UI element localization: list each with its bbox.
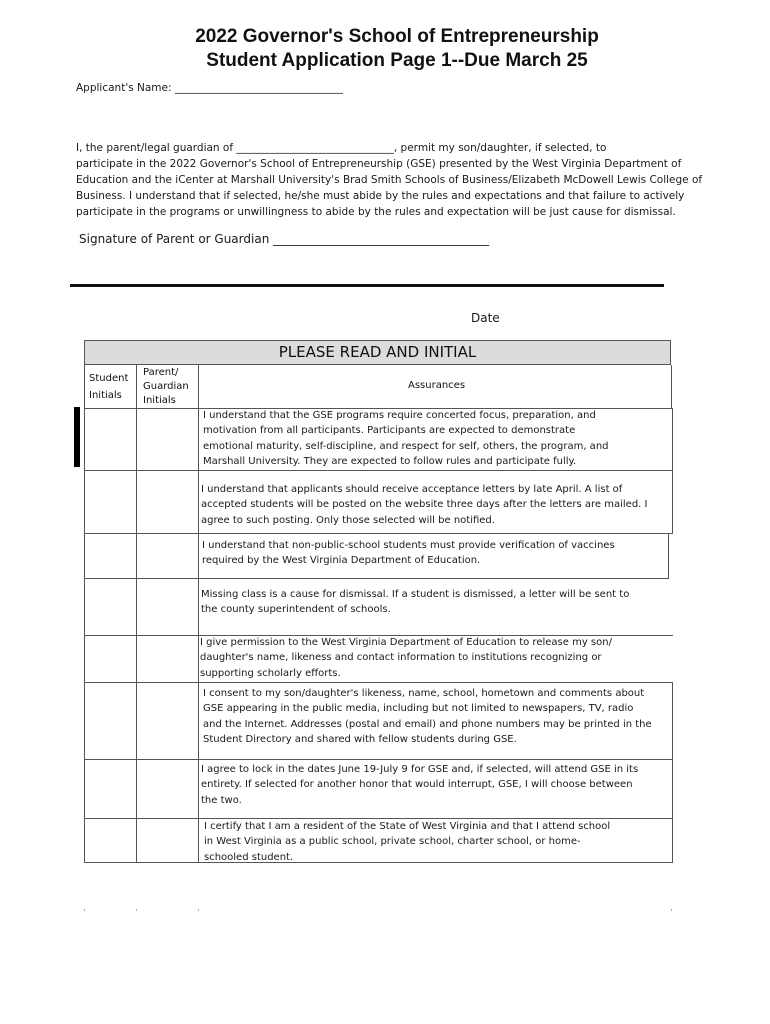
header-line: Parent/ (143, 367, 179, 378)
signature-rule (70, 284, 664, 287)
assurance-line: accepted students will be posted on the website three days after the letters are mailed. I (201, 499, 648, 511)
date-label: Date (471, 311, 500, 325)
table-border (198, 365, 199, 409)
header-line: Initials (143, 395, 176, 406)
parent-initial-box[interactable] (136, 533, 199, 579)
table-border (198, 578, 199, 636)
applicant-name-field[interactable]: Applicant's Name: ________________________________ (76, 82, 343, 94)
assurance-text (203, 686, 652, 747)
consent-line: I, the parent/legal guardian of ______________________________, permit my son/daughter, if selected, to (76, 142, 607, 154)
assurance-line: supporting scholarly efforts. (200, 667, 341, 679)
assurance-line: required by the West Virginia Department of Education. (202, 555, 481, 567)
consent-paragraph (76, 140, 703, 220)
parent-initial-box[interactable] (136, 578, 199, 636)
assurance-line: emotional maturity, self-discipline, and respect for self, others, the program, and (203, 440, 609, 452)
consent-line: participate in the 2022 Governor's School of Entrepreneurship (GSE) presented by the West Virginia Department of (76, 158, 682, 170)
assurance-line: schooled student. (204, 851, 294, 863)
parent-initial-box[interactable] (136, 682, 199, 760)
assurance-line: agree to such posting. Only those selected will be notified. (201, 514, 495, 526)
student-initial-box[interactable] (84, 759, 137, 819)
table-border (198, 578, 669, 579)
table-border (671, 365, 672, 409)
scan-mark: · (135, 906, 138, 916)
assurance-line: I understand that non-public-school students must provide verification of vaccines (202, 540, 615, 551)
table-border (198, 635, 199, 683)
parent-signature-field[interactable]: Signature of Parent or Guardian ____________________________________ (79, 232, 490, 246)
assurance-line: I understand that applicants should receive acceptance letters by late April. A list of (201, 484, 623, 495)
header-line: Guardian (143, 381, 189, 392)
parent-initial-box[interactable] (136, 818, 199, 863)
assurance-line: and the Internet. Addresses (postal and email) and phone numbers may be printed in the (203, 718, 652, 730)
parent-initials-header (143, 366, 189, 408)
title-line-2: Student Application Page 1--Due March 25 (206, 50, 588, 71)
table-border (136, 365, 137, 409)
student-initial-box[interactable] (84, 818, 137, 863)
title-line-1: 2022 Governor's School of Entrepreneurship (195, 26, 599, 47)
assurance-text (201, 482, 647, 528)
scan-mark: · (197, 906, 200, 916)
assurance-line: Student Directory and shared with fellow students during GSE. (203, 733, 517, 745)
assurance-text (201, 762, 638, 808)
scan-mark: · (83, 906, 86, 916)
student-initial-box[interactable] (84, 533, 137, 579)
parent-initial-box[interactable] (136, 470, 199, 534)
assurance-text (201, 587, 629, 618)
parent-initial-box[interactable] (136, 635, 199, 683)
assurance-line: in West Virginia as a public school, private school, charter school, or home- (204, 836, 581, 848)
table-title: PLEASE READ AND INITIAL (84, 340, 671, 365)
assurance-text (202, 538, 615, 569)
scan-mark: · (670, 906, 673, 916)
student-initial-box[interactable] (84, 578, 137, 636)
student-initial-box[interactable] (84, 682, 137, 760)
assurance-line: Marshall University. They are expected to follow rules and participate fully. (203, 455, 577, 467)
assurance-line: motivation from all participants. Participants are expected to demonstrate (203, 425, 576, 437)
parent-initial-box[interactable] (136, 759, 199, 819)
assurance-line: Missing class is a cause for dismissal. If a student is dismissed, a letter will be sent to (201, 589, 630, 600)
assurance-line: daughter's name, likeness and contact information to institutions recognizing or (200, 652, 602, 664)
assurance-text (204, 819, 610, 865)
assurance-line: GSE appearing in the public media, including but not limited to newspapers, TV, radio (203, 703, 634, 715)
consent-line: participate in the programs or unwillingness to abide by the rules and expectation will be just cause for dismissal. (76, 206, 676, 218)
student-initial-box[interactable] (84, 408, 137, 471)
margin-bar (74, 407, 80, 467)
assurance-line: I give permission to the West Virginia Department of Education to release my son/ (200, 637, 612, 648)
assurance-line: I understand that the GSE programs require concerted focus, preparation, and (203, 410, 596, 421)
table-border (84, 365, 85, 409)
assurance-line: I consent to my son/daughter's likeness, name, school, hometown and comments about (203, 688, 645, 699)
consent-line: Education and the iCenter at Marshall University's Brad Smith Schools of Business/Elizabeth McDowell Lewis College of (76, 174, 703, 186)
student-initial-box[interactable] (84, 470, 137, 534)
parent-initial-box[interactable] (136, 408, 199, 471)
student-initial-box[interactable] (84, 635, 137, 683)
assurance-text (200, 635, 612, 681)
assurance-line: entirety. If selected for another honor that would interrupt, GSE, I will choose between (201, 779, 633, 791)
assurances-header: Assurances (408, 380, 466, 391)
student-initials-header (89, 370, 128, 404)
header-line: Student (89, 373, 129, 384)
assurance-line: the two. (201, 794, 242, 806)
table-border (198, 635, 673, 636)
consent-line: Business. I understand that if selected, he/she must abide by the rules and expectations and that failure to actively (76, 190, 685, 202)
assurance-line: I agree to lock in the dates June 19-July 9 for GSE and, if selected, will attend GSE in its (201, 764, 639, 775)
assurance-text (203, 408, 609, 469)
assurance-line: I certify that I am a resident of the State of West Virginia and that I attend school (204, 821, 611, 832)
assurance-line: the county superintendent of schools. (201, 604, 391, 616)
header-line: Initials (89, 390, 122, 401)
